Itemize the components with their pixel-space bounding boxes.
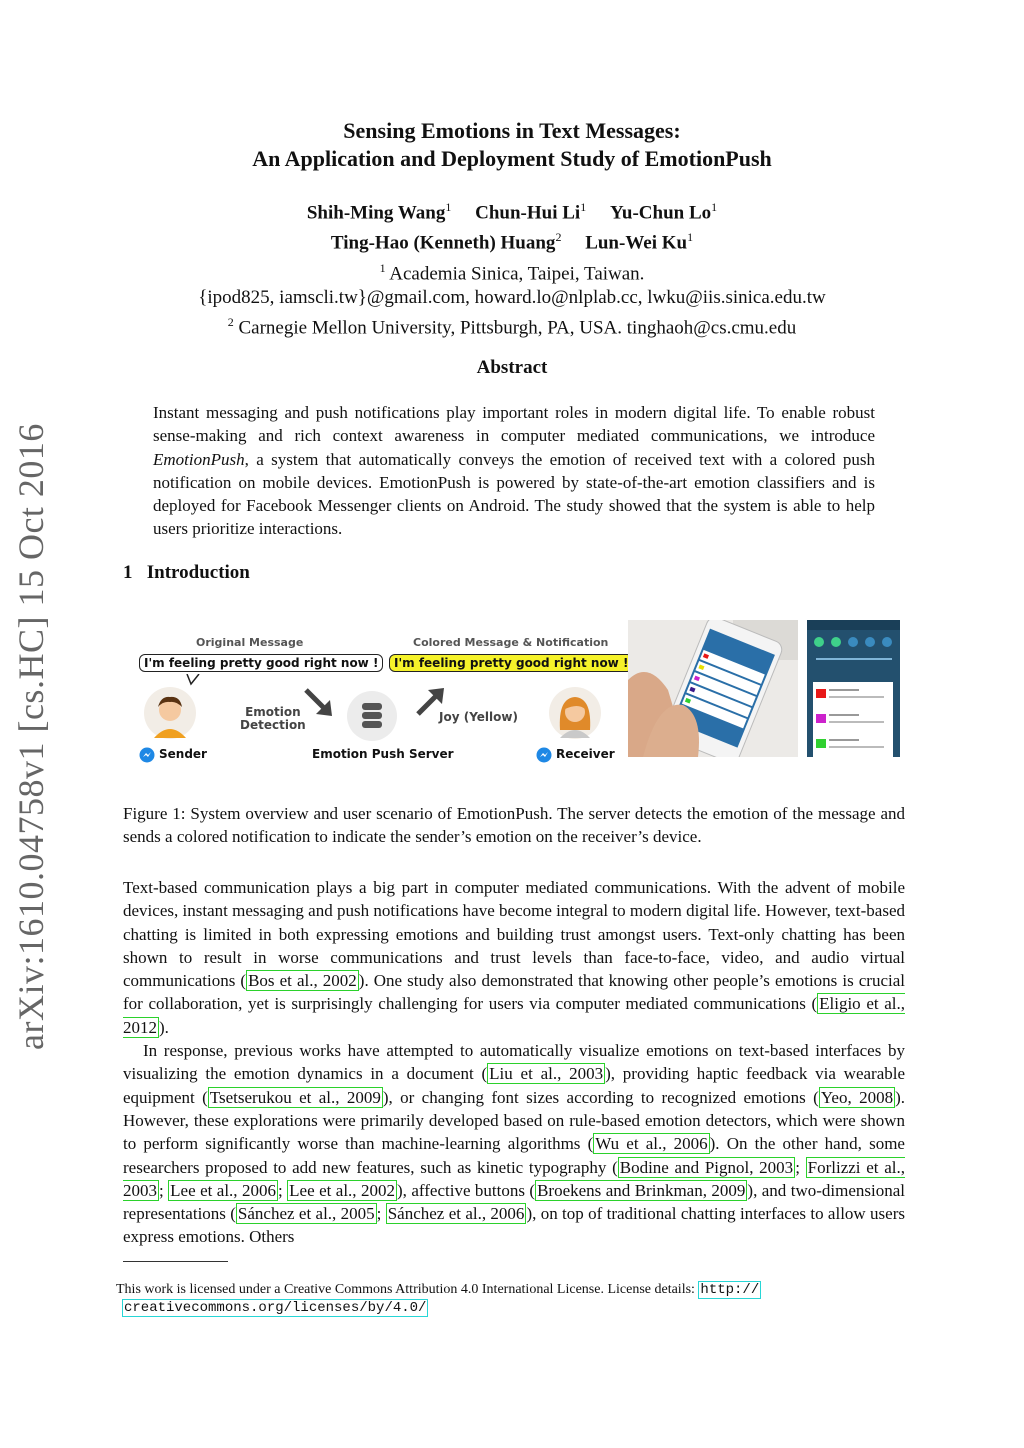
citation-link[interactable]: Sánchez et al., 2005 bbox=[237, 1204, 375, 1224]
text-run: In response, previous works have attempted to automatically visualize emotions on text-based interfaces by visualizing the emotion dynamics in a document ( bbox=[123, 1041, 905, 1084]
author-row-2 bbox=[0, 225, 1024, 255]
section-title: Introduction bbox=[146, 562, 250, 583]
citation-link[interactable]: Sánchez et al., 2006 bbox=[387, 1204, 525, 1224]
title-line-1: Sensing Emotions in Text Messages: bbox=[343, 118, 681, 143]
section-number: 1 bbox=[123, 562, 133, 583]
system-overview-diagram bbox=[130, 628, 629, 778]
receiver-label: Receiver bbox=[556, 747, 615, 761]
original-message-label: Original Message bbox=[196, 636, 304, 649]
author-name: Shih-Ming Wang bbox=[306, 202, 446, 224]
quick-settings-icon bbox=[811, 634, 897, 674]
citation-link[interactable]: Bos et al., 2002 bbox=[248, 971, 357, 991]
colored-message-bubble: I'm feeling pretty good right now ! bbox=[389, 654, 633, 672]
status-bar bbox=[807, 620, 900, 630]
emotion-color bbox=[816, 714, 826, 723]
notification-title-line bbox=[829, 689, 859, 691]
intro-body bbox=[123, 876, 905, 1249]
messenger-icon bbox=[536, 747, 552, 763]
citation-link[interactable]: Eligio et al., 2012 bbox=[123, 994, 905, 1037]
phone-photo bbox=[628, 620, 798, 757]
server-icon bbox=[346, 690, 398, 742]
text-run: Text-based communication plays a big part in computer mediated communications. With the advent of mobile devices, instant messaging and push notifications have become integral to modern digital life. However, text-based chatting is limited in both expressing emotions and building trust amongst users. Text-only chatting has been shown to result in worse communications and trust levels than face-to-face, video, and audio virtual communications ( bbox=[123, 878, 905, 991]
system-name: EmotionPush bbox=[153, 449, 245, 469]
notification-text-line bbox=[829, 696, 884, 698]
paragraph bbox=[123, 1039, 905, 1249]
affiliation-2 bbox=[0, 310, 1024, 340]
affiliation-mark: 2 bbox=[227, 314, 234, 329]
license-url-link[interactable]: http:// bbox=[700, 1282, 760, 1298]
sender-avatar-icon bbox=[143, 686, 197, 740]
joy-label: Joy (Yellow) bbox=[439, 710, 518, 724]
colored-message-label: Colored Message & Notification bbox=[413, 636, 609, 649]
author-block bbox=[0, 195, 1024, 340]
affiliation-text: Academia Sinica, Taipei, Taiwan. bbox=[389, 262, 645, 284]
text-run: ), providing haptic feedback via wearable equipment ( bbox=[123, 1064, 906, 1107]
footnote-text: This work is licensed under a Creative Commons Attribution 4.0 International License. License details: bbox=[116, 1282, 699, 1297]
author-name: Ting-Hao (Kenneth) Huang bbox=[330, 232, 556, 254]
notification-screenshot bbox=[807, 620, 900, 757]
server-label: Emotion Push Server bbox=[312, 747, 454, 761]
citation-link[interactable]: Broekens and Brinkman, 2009 bbox=[537, 1180, 746, 1200]
abstract-part: Instant messaging and push notifications play important roles in modern digital life. To enable robust sense-making and rich context awareness in computer mediated communications, we introduce bbox=[153, 403, 875, 446]
footnote-rule bbox=[123, 1261, 228, 1262]
notification-item bbox=[813, 732, 893, 757]
original-message-bubble: I'm feeling pretty good right now ! bbox=[139, 654, 383, 672]
author-name: Chun-Hui Li bbox=[475, 202, 581, 224]
citation-link[interactable]: Yeo, 2008 bbox=[820, 1087, 894, 1107]
separator: ; bbox=[376, 1204, 386, 1224]
text-run: ), and two-dimensional representations ( bbox=[123, 1180, 905, 1224]
arrow-down-right-icon bbox=[302, 686, 336, 720]
emails-1: {ipod825, iamscli.tw}@gmail.com, howard.lo@nlplab.cc, lwku@iis.sinica.edu.tw bbox=[198, 286, 826, 308]
abstract-heading: Abstract bbox=[476, 357, 548, 378]
paragraph bbox=[123, 876, 905, 1039]
text-run: ). bbox=[159, 1017, 169, 1037]
text-run: ). On the other hand, some researchers proposed to add new features, such as kinetic typography ( bbox=[123, 1134, 905, 1177]
citation-link[interactable]: Lee et al., 2002 bbox=[289, 1180, 395, 1200]
notification-item bbox=[813, 707, 893, 734]
separator: ; bbox=[159, 1180, 169, 1200]
citation-link[interactable]: Forlizzi et al., 2003 bbox=[123, 1157, 905, 1200]
text-run: ). One study also demonstrated that knowing other people’s emotions is crucial for collaboration, yet is surprisingly challenging for users via computer mediated communications ( bbox=[123, 971, 905, 1014]
abstract-text bbox=[153, 401, 875, 541]
text-run: ). However, these explorations were primarily developed based on rule-based emotion detectors, which were shown to perform significantly worse than machine-learning algorithms ( bbox=[123, 1087, 905, 1154]
citation-link[interactable]: Liu et al., 2003 bbox=[489, 1064, 604, 1084]
emotion-detection-label: Emotion Detection bbox=[240, 705, 306, 732]
citation-link[interactable]: Lee et al., 2006 bbox=[170, 1180, 276, 1200]
paper-title bbox=[0, 117, 1024, 173]
separator: ; bbox=[278, 1180, 288, 1200]
license-footnote bbox=[116, 1281, 906, 1317]
sender-label: Sender bbox=[159, 747, 207, 761]
abstract-part: , a system that automatically conveys the emotion of received text with a colored push notification on mobile devices. EmotionPush is powered by state-of-the-art emotion classifiers and is deployed for Facebook Messenger clients on Android. The study showed that the system is able to help users prioritize interactions. bbox=[153, 449, 875, 539]
affiliation-1 bbox=[0, 256, 1024, 286]
notification-title-line bbox=[829, 714, 859, 716]
notification-title-line bbox=[829, 739, 859, 741]
messenger-icon bbox=[139, 747, 155, 763]
text-run: ), affective buttons ( bbox=[397, 1180, 536, 1200]
author-name: Lun-Wei Ku bbox=[585, 232, 688, 254]
affiliation-mark: 1 bbox=[445, 200, 452, 214]
hand-holding-phone-illustration bbox=[628, 620, 798, 757]
notification-text-line bbox=[829, 746, 884, 748]
affiliation-text: Carnegie Mellon University, Pittsburgh, PA, USA. tinghaoh@cs.cmu.edu bbox=[238, 317, 797, 339]
title-line-2: An Application and Deployment Study of EmotionPush bbox=[252, 146, 772, 171]
author-name: Yu-Chun Lo bbox=[609, 202, 712, 224]
citation-link[interactable]: Tsetserukou et al., 2009 bbox=[209, 1087, 381, 1107]
license-url-link[interactable]: creativecommons.org/licenses/by/4.0/ bbox=[124, 1300, 427, 1316]
affiliation-mark: 2 bbox=[555, 230, 562, 245]
notification-item bbox=[813, 682, 893, 709]
author-row-1 bbox=[0, 195, 1024, 225]
figure-caption: Figure 1: System overview and user scenario of EmotionPush. The server detects the emotion of the message and sends a colored notification to indicate the sender’s emotion on the receiver’s device. bbox=[123, 804, 905, 846]
receiver-avatar-icon bbox=[548, 686, 602, 740]
section-heading bbox=[123, 562, 250, 584]
citation-link[interactable]: Wu et al., 2006 bbox=[595, 1134, 708, 1154]
emotion-color bbox=[816, 739, 826, 748]
affiliation-mark: 1 bbox=[379, 260, 386, 275]
bubble-tail-icon bbox=[185, 674, 205, 686]
separator: ; bbox=[795, 1157, 806, 1177]
citation-link[interactable]: Bodine and Pignol, 2003 bbox=[619, 1157, 794, 1177]
affiliation-mark: 1 bbox=[580, 200, 587, 214]
emotion-color bbox=[816, 689, 826, 698]
text-run: ), or changing font sizes according to recognized emotions ( bbox=[382, 1087, 819, 1107]
text-run: ), on top of traditional chatting interfaces to allow users express emotions. Others bbox=[123, 1204, 905, 1247]
arxiv-identifier: arXiv:1610.04758v1 [cs.HC] 15 Oct 2016 bbox=[11, 423, 51, 1050]
affiliation-mark: 1 bbox=[687, 230, 694, 245]
notification-text-line bbox=[829, 721, 884, 723]
affiliation-mark: 1 bbox=[711, 200, 718, 214]
